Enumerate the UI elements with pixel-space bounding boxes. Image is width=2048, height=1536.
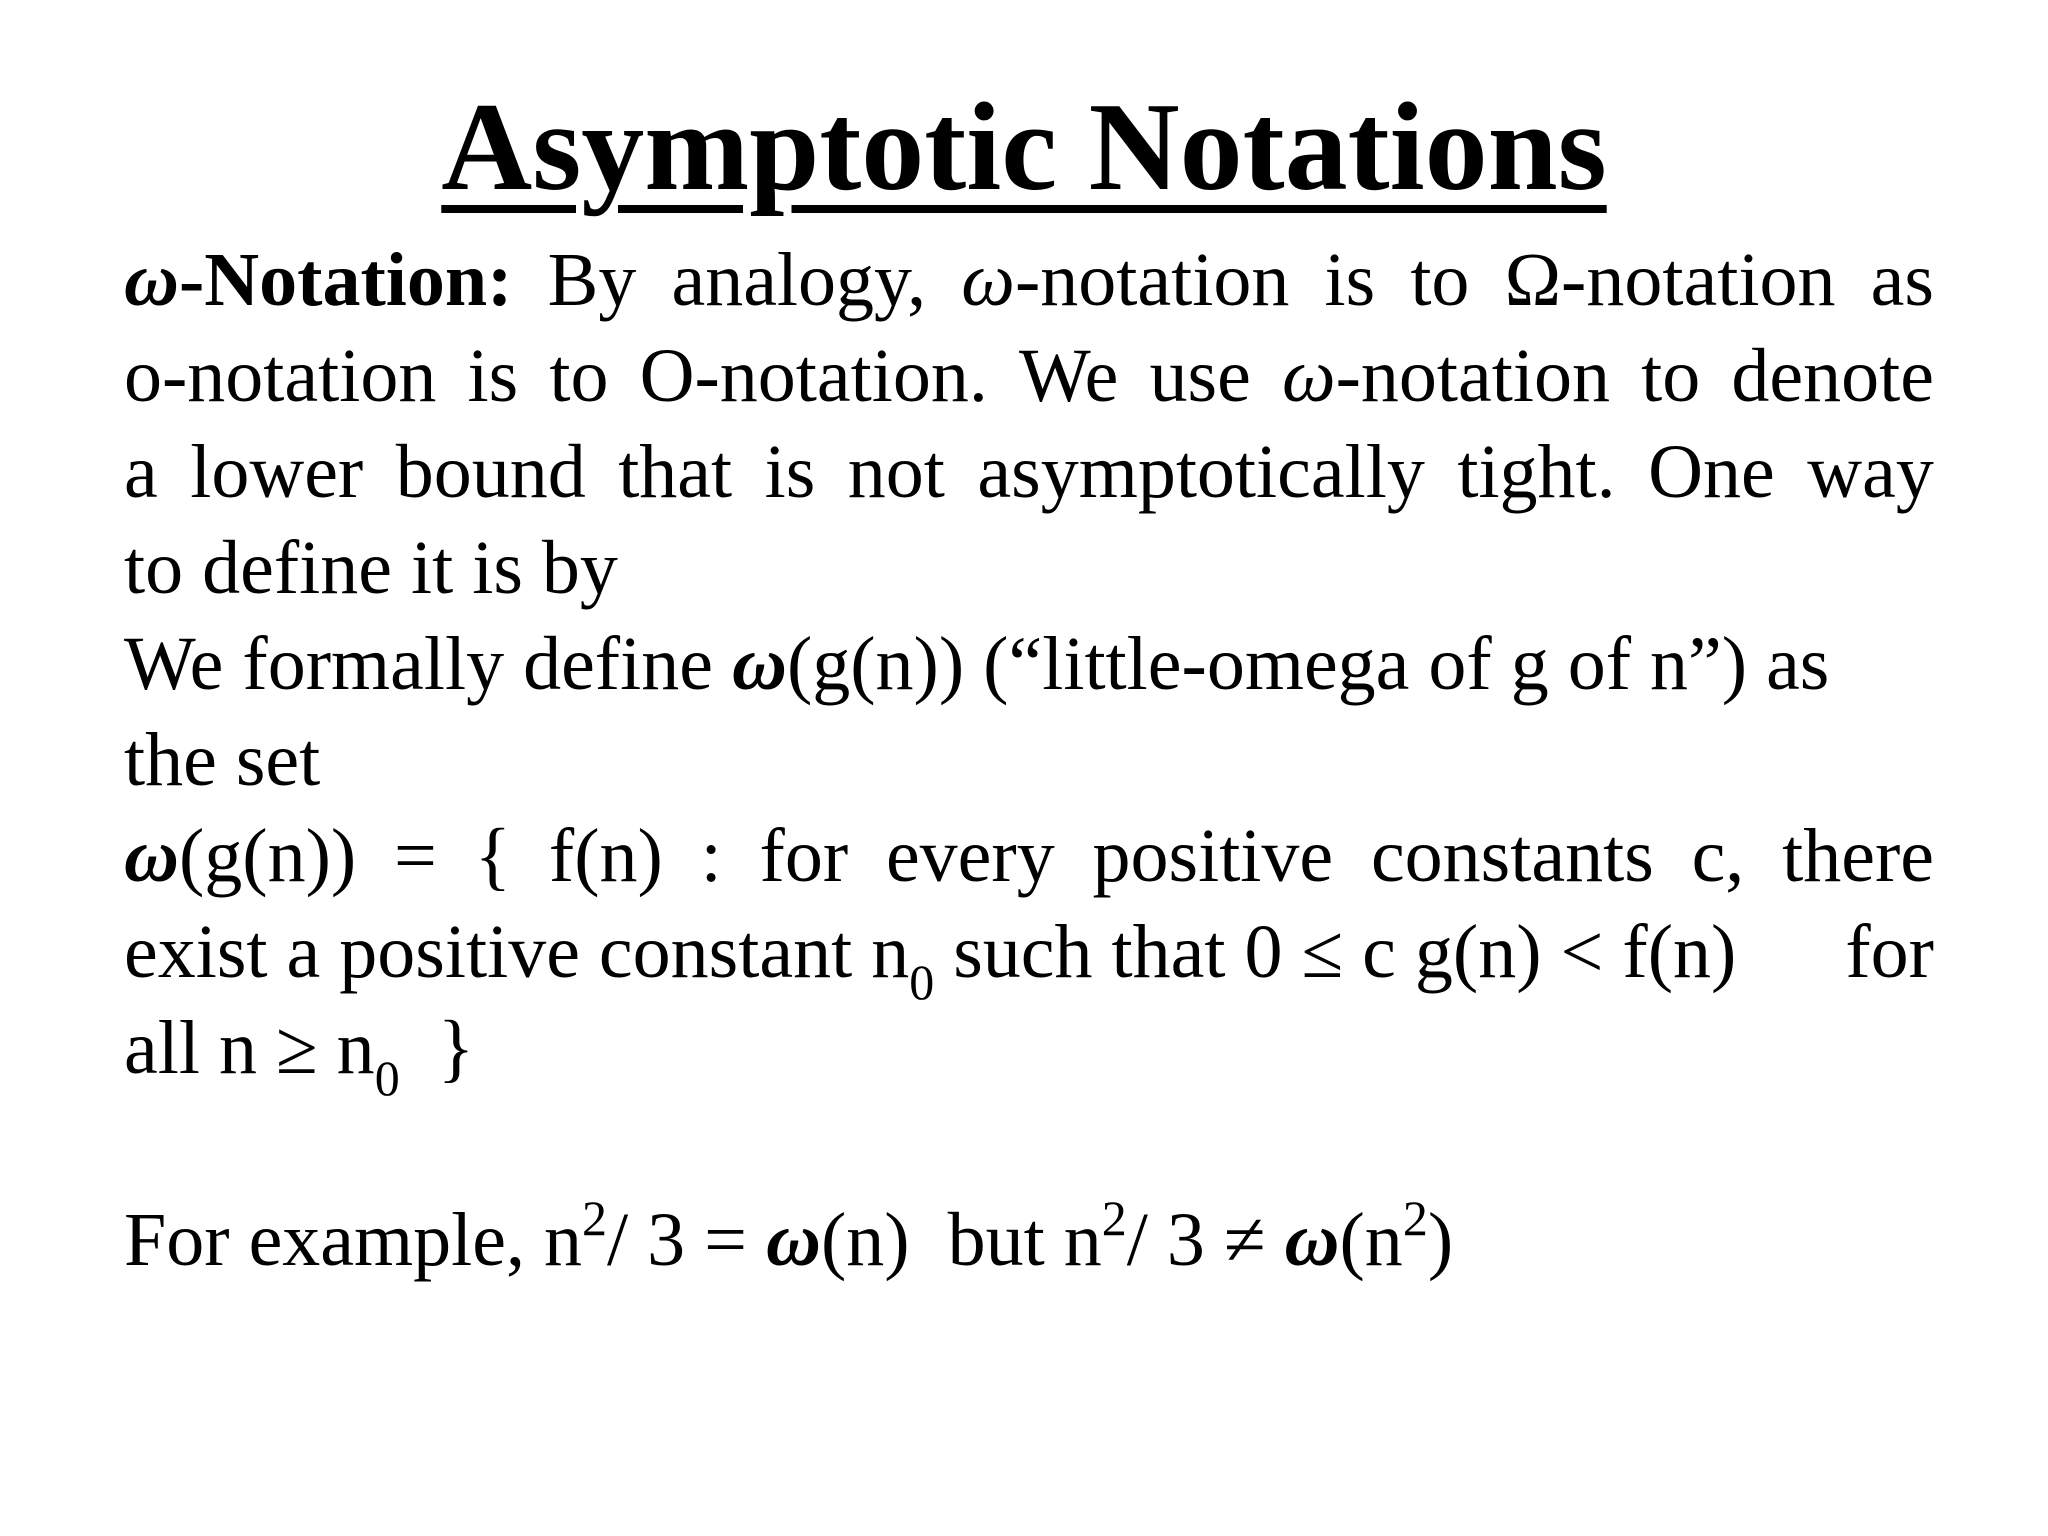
word: (g(n))	[178, 814, 357, 898]
closing-brace: }	[399, 1006, 475, 1090]
omega-symbol: ω	[124, 238, 179, 322]
formal-line-1	[124, 616, 1934, 712]
word: to	[1410, 238, 1470, 322]
subscript: 0	[909, 954, 935, 1010]
superscript: 2	[1101, 1190, 1127, 1246]
word: bound	[395, 430, 586, 514]
word: for	[759, 814, 849, 898]
example-part: / 3 ≠	[1126, 1198, 1285, 1282]
word: o-notation	[124, 334, 437, 418]
word: analogy,	[671, 238, 927, 322]
spacer	[124, 1096, 1934, 1192]
omega-symbol: ω	[961, 238, 1015, 322]
word: that	[618, 430, 733, 514]
superscript: 2	[582, 1190, 608, 1246]
definition-line-1	[124, 232, 1934, 328]
word: for	[1845, 910, 1934, 994]
word: asymptotically	[977, 430, 1425, 514]
set-def-head	[124, 808, 356, 904]
omega-symbol: ω	[766, 1198, 821, 1282]
omega-symbol: ω	[1281, 334, 1336, 418]
omega-symbol: ω	[124, 814, 179, 898]
word: ω-notation	[1281, 334, 1611, 418]
example-part: (n) but n	[820, 1198, 1102, 1282]
condition-tail: all n ≥ n	[124, 1006, 375, 1090]
word: O-notation.	[639, 334, 988, 418]
formal-prefix: We formally define	[124, 622, 732, 706]
word: denote	[1731, 334, 1934, 418]
word: to	[549, 334, 609, 418]
word: way	[1807, 430, 1934, 514]
word: as	[1870, 238, 1934, 322]
slide-body	[124, 232, 1934, 1288]
word: every	[885, 814, 1055, 898]
condition-middle: such that 0 ≤ c g(n) < f(n)	[934, 910, 1737, 994]
word: Ω-notation	[1504, 238, 1836, 322]
word: =	[393, 814, 437, 898]
set-def-condition	[124, 904, 1737, 1010]
definition-line-3	[124, 424, 1934, 520]
definition-heading	[124, 232, 512, 328]
example-part: )	[1427, 1198, 1454, 1282]
slide-title: Asymptotic Notations	[441, 78, 1607, 217]
condition-prefix: exist a positive constant n	[124, 910, 910, 994]
word: tight.	[1457, 430, 1616, 514]
example-line	[124, 1192, 1934, 1288]
word: use	[1149, 334, 1251, 418]
word: {	[474, 814, 512, 898]
example-part: For example, n	[124, 1198, 583, 1282]
word: is	[1324, 238, 1376, 322]
word: ω-notation	[961, 238, 1290, 322]
omega-symbol: ω	[731, 622, 787, 706]
word: there	[1782, 814, 1934, 898]
subscript: 0	[374, 1050, 400, 1106]
word: By	[547, 238, 637, 322]
word: not	[847, 430, 945, 514]
set-def-line-3	[124, 1000, 1934, 1106]
word: We	[1019, 334, 1119, 418]
set-def-line-1	[124, 808, 1934, 904]
definition-line-4: to define it is by	[124, 526, 618, 610]
word: positive	[1092, 814, 1334, 898]
word: constants	[1370, 814, 1654, 898]
definition-line-2	[124, 328, 1934, 424]
word: c,	[1691, 814, 1745, 898]
example-part: (n	[1339, 1198, 1403, 1282]
formal-line-2: the set	[124, 718, 321, 802]
word: is	[467, 334, 519, 418]
set-def-line-2	[124, 904, 1934, 1010]
word: One	[1648, 430, 1775, 514]
word: lower	[190, 430, 364, 514]
word: f(n)	[548, 814, 663, 898]
example-part: / 3 =	[607, 1198, 766, 1282]
word: a	[124, 430, 158, 514]
omega-symbol: ω	[1284, 1198, 1340, 1282]
word: :	[700, 814, 722, 898]
superscript: 2	[1402, 1190, 1428, 1246]
word: is	[764, 430, 816, 514]
formal-suffix: (g(n)) (“little-omega of g of n”) as	[786, 622, 1830, 706]
word: to	[1641, 334, 1701, 418]
definition-heading-text: -Notation:	[178, 238, 513, 322]
